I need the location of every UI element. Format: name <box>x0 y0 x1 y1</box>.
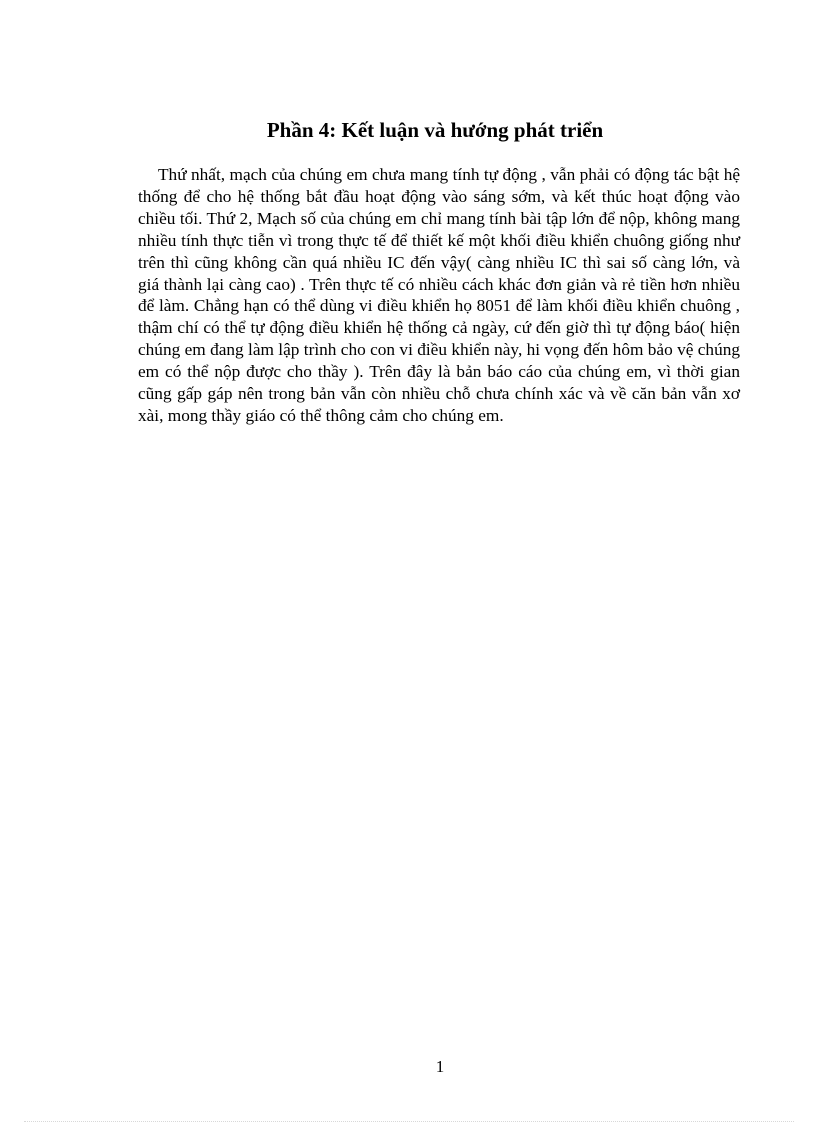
page-number: 1 <box>435 1057 445 1076</box>
page-bottom-divider <box>24 1121 794 1122</box>
conclusion-paragraph: Thứ nhất, mạch của chúng em chưa mang tính tự động , vẫn phải có động tác bật hệ thống để cho hệ thống bắt đầu hoạt động vào sáng sớm, và kết thúc hoạt động vào chiều tối. Thứ 2, Mạch số của chúng em chỉ mang tính bài tập lớn để nộp, không mang nhiều tính thực tiễn vì trong thực tế để thiết kế một khối điều khiển chuông giống như trên thì cũng không cần quá nhiều IC đến vậy( càng nhiều IC thì sai số càng lớn, và giá thành lại càng cao) . Trên thực tế có nhiều cách khác đơn giản và rẻ tiền hơn nhiều để làm. Chẳng hạn có thể dùng vi điều khiển họ 8051 để làm khối điều khiển chuông , thậm chí có thể tự động điều khiển hệ thống cả ngày, cứ đến giờ thì tự động báo( hiện chúng em đang làm lập trình cho con vi điều khiển này, hi vọng đến hôm bảo vệ chúng em có thể nộp được cho thầy ). Trên đây là bản báo cáo của chúng em, vì thời gian cũng gấp gáp nên trong bản vẫn còn nhiều chỗ chưa chính xác và về căn bản vẫn xơ xài, mong thầy giáo có thể thông cảm cho chúng em. <box>138 165 740 425</box>
section-heading: Phần 4: Kết luận và hướng phát triển <box>266 118 604 142</box>
